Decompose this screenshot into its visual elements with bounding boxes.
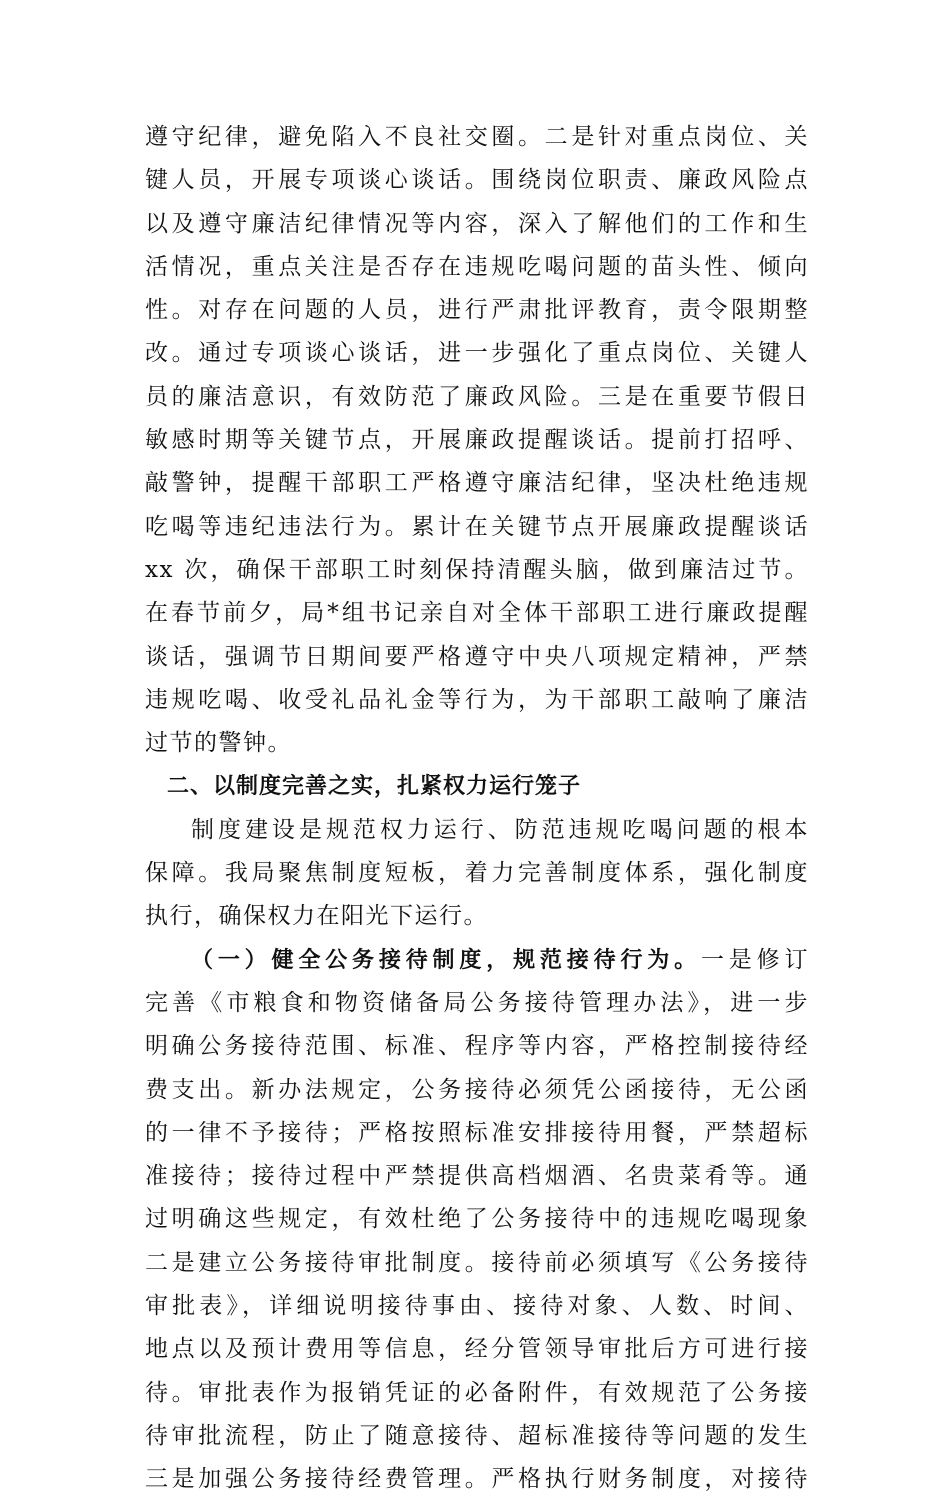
body-line: 谈话，强调节日期间要严格遵守中央八项规定精神，严禁 <box>145 643 809 670</box>
body-line: 吃喝等违纪违法行为。累计在关键节点开展廉政提醒谈话 <box>145 513 809 540</box>
body-line: 审批表》，详细说明接待事由、接待对象、人数、时间、 <box>145 1293 809 1320</box>
body-line: 三是加强公务接待经费管理。严格执行财务制度，对接待 <box>145 1466 809 1493</box>
body-line: 性。对存在问题的人员，进行严肃批评教育，责令限期整 <box>145 297 809 324</box>
section-heading: 二、以制度完善之实，扎紧权力运行笼子 <box>167 774 582 800</box>
subsection-heading: （一）健全公务接待制度，规范接待行为。 <box>191 947 701 973</box>
subsection-line <box>145 939 809 982</box>
body-line: 的一律不予接待；严格按照标准安排接待用餐，严禁超标 <box>145 1119 809 1146</box>
body-line: 待。审批表作为报销凭证的必备附件，有效规范了公务接 <box>145 1379 809 1406</box>
body-line: 待审批流程，防止了随意接待、超标准接待等问题的发生 <box>145 1422 809 1449</box>
body-line: 费支出。新办法规定，公务接待必须凭公函接待，无公函 <box>145 1076 809 1103</box>
body-line: 敏感时期等关键节点，开展廉政提醒谈话。提前打招呼、 <box>145 427 809 454</box>
body-line: 遵守纪律，避免陷入不良社交圈。二是针对重点岗位、关 <box>145 124 809 150</box>
body-line: 准接待；接待过程中严禁提供高档烟酒、名贵菜肴等。通 <box>145 1163 809 1190</box>
document-body <box>145 116 809 1502</box>
body-line: 敲警钟，提醒干部职工严格遵守廉洁纪律，坚决杜绝违规 <box>145 470 809 497</box>
body-line: 保障。我局聚焦制度短板，着力完善制度体系，强化制度 <box>145 860 809 887</box>
body-line: xx 次，确保干部职工时刻保持清醒头脑，做到廉洁过节。 <box>145 556 809 583</box>
body-line: 完善《市粮食和物资储备局公务接待管理办法》，进一步 <box>145 989 809 1016</box>
body-line: 违规吃喝、收受礼品礼金等行为，为干部职工敲响了廉洁 <box>145 686 809 713</box>
body-line: 制度建设是规范权力运行、防范违规吃喝问题的根本 <box>191 816 809 843</box>
body-line: 在春节前夕，局*组书记亲自对全体干部职工进行廉政提醒 <box>145 600 809 627</box>
body-line: 执行，确保权力在阳光下运行。 <box>145 903 488 930</box>
body-text-run: 一是修订 <box>700 946 809 973</box>
body-line: 以及遵守廉洁纪律情况等内容，深入了解他们的工作和生 <box>145 210 809 237</box>
body-line: 明确公务接待范围、标准、程序等内容，严格控制接待经 <box>145 1033 809 1060</box>
body-line: 键人员，开展专项谈心谈话。围绕岗位职责、廉政风险点 <box>145 167 809 194</box>
body-line: 员的廉洁意识，有效防范了廉政风险。三是在重要节假日 <box>145 383 809 410</box>
body-line: 改。通过专项谈心谈话，进一步强化了重点岗位、关键人 <box>145 340 809 367</box>
body-line: 二是建立公务接待审批制度。接待前必须填写《公务接待 <box>145 1249 809 1276</box>
body-line: 活情况，重点关注是否存在违规吃喝问题的苗头性、倾向 <box>145 253 809 280</box>
body-line: 过节的警钟。 <box>145 730 292 757</box>
body-line: 过明确这些规定，有效杜绝了公务接待中的违规吃喝现象 <box>145 1206 809 1233</box>
body-line: 地点以及预计费用等信息，经分管领导审批后方可进行接 <box>145 1336 809 1363</box>
